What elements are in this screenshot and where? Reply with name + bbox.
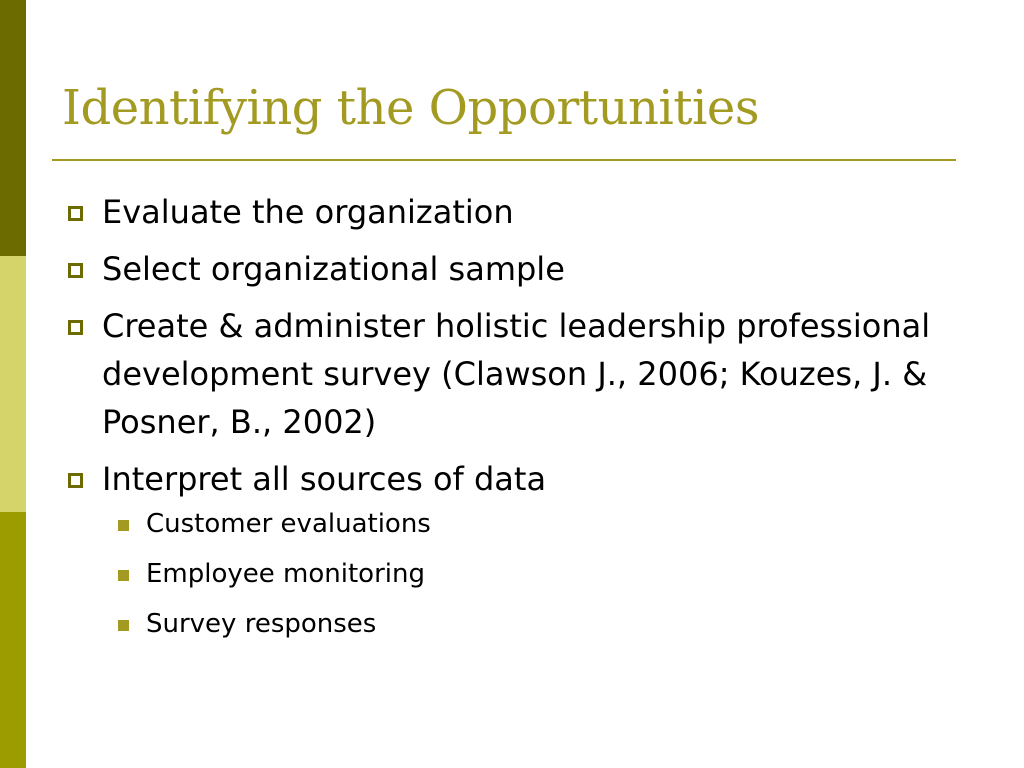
filled-square-bullet-icon <box>118 620 129 631</box>
side-stripe-medium <box>0 512 26 768</box>
sub-bullet-list <box>102 507 964 642</box>
filled-square-bullet-icon <box>118 520 129 531</box>
bullet-item <box>64 245 964 293</box>
sub-bullet-text: Customer evaluations <box>146 509 431 539</box>
bullet-item <box>64 302 964 446</box>
sub-bullet-item <box>102 607 964 642</box>
hollow-square-bullet-icon <box>68 473 83 488</box>
bullet-text: Evaluate the organization <box>102 193 514 231</box>
title-underline <box>52 159 956 161</box>
bullet-text: Interpret all sources of data <box>102 460 547 498</box>
bullet-item <box>64 455 964 642</box>
hollow-square-bullet-icon <box>68 206 83 221</box>
bullet-list <box>64 188 964 657</box>
filled-square-bullet-icon <box>118 570 129 581</box>
bullet-item <box>64 188 964 236</box>
bullet-text: Select organizational sample <box>102 250 565 288</box>
sub-bullet-text: Employee monitoring <box>146 559 425 589</box>
hollow-square-bullet-icon <box>68 320 83 335</box>
bullet-text: Create & administer holistic leadership professional development survey (Clawson J., 2006; Kouzes, J. & Posner, B., 2002) <box>102 307 931 441</box>
sub-bullet-text: Survey responses <box>146 609 377 639</box>
sub-bullet-item <box>102 507 964 542</box>
side-stripe-light <box>0 256 26 512</box>
slide-title: Identifying the Opportunities <box>62 80 759 136</box>
sub-bullet-item <box>102 557 964 592</box>
hollow-square-bullet-icon <box>68 263 83 278</box>
side-stripe-dark <box>0 0 26 256</box>
